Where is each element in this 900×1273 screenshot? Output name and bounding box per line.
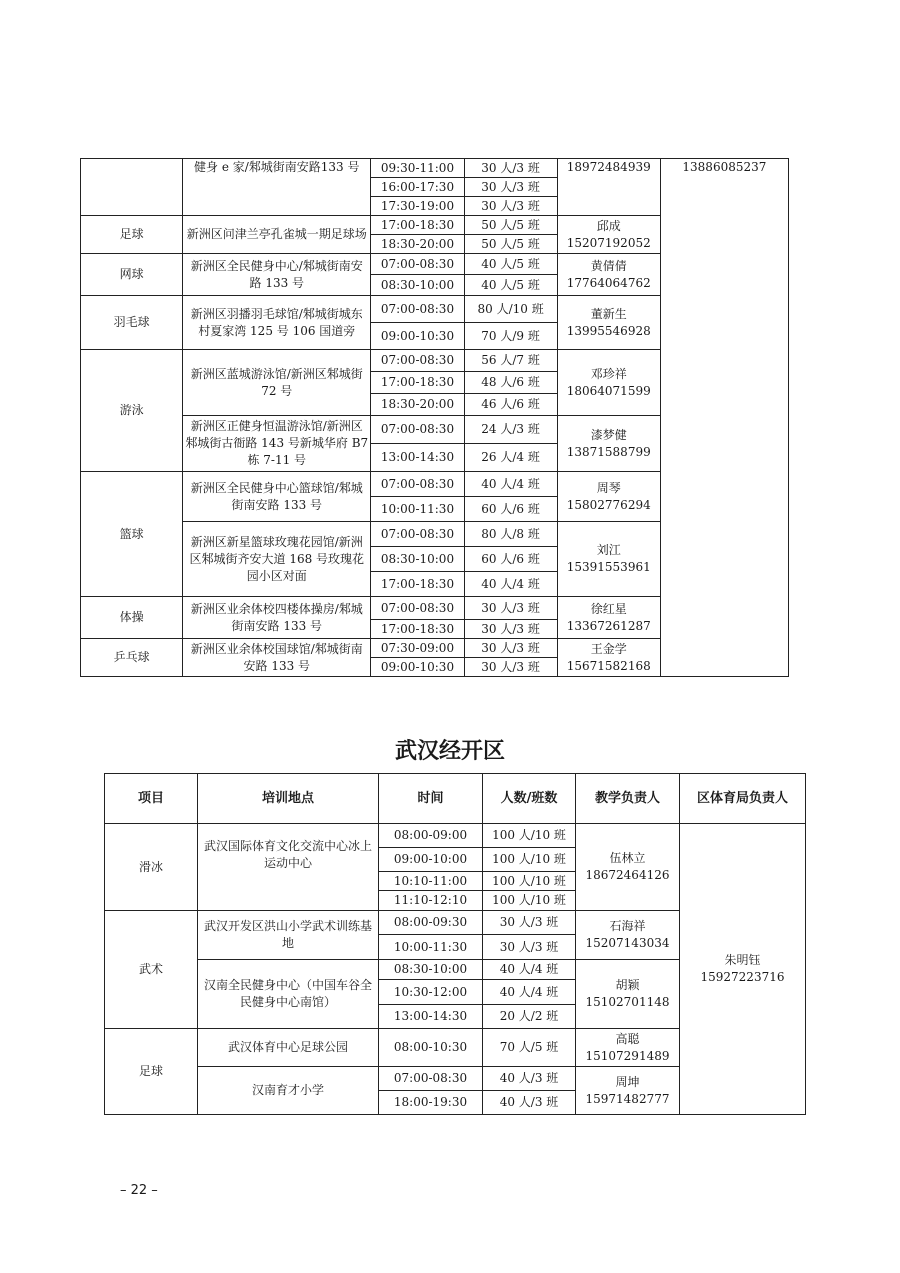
location-cell: 武汉体育中心足球公园 <box>198 1029 379 1067</box>
time-cell: 13:00-14:30 <box>371 444 464 472</box>
teacher-phone: 15671582168 <box>566 658 651 673</box>
bureau-cell <box>660 159 788 677</box>
time-cell: 07:00-08:30 <box>371 522 464 547</box>
time-cell: 07:00-08:30 <box>371 597 464 620</box>
bureau-name: 朱明钰 <box>724 953 761 967</box>
teacher-cell <box>557 639 660 677</box>
capacity-cell: 56 人/7 班 <box>464 350 557 372</box>
teacher-phone: 15971482777 <box>585 1091 670 1106</box>
time-cell: 07:00-08:30 <box>371 254 464 275</box>
capacity-cell: 100 人/10 班 <box>483 824 576 848</box>
teacher-name: 伍林立 <box>609 851 646 865</box>
teacher-phone: 15207143034 <box>585 936 670 950</box>
teacher-phone: 13871588799 <box>566 444 651 459</box>
teacher-phone: 13995546928 <box>566 323 651 338</box>
teacher-name: 邓珍祥 <box>590 366 627 381</box>
time-cell: 07:00-08:30 <box>371 296 464 323</box>
teacher-cell <box>557 216 660 254</box>
header-teacher: 教学负责人 <box>576 774 680 824</box>
time-cell: 13:00-14:30 <box>379 1005 483 1029</box>
location-cell: 新洲区业余体校四楼体操房/邾城街南安路 133 号 <box>183 597 371 639</box>
project-cell: 体操 <box>81 597 183 639</box>
location-cell: 新洲区问津兰亭孔雀城一期足球场 <box>183 216 371 254</box>
teacher-cell <box>557 522 660 597</box>
header-capacity: 人数/班数 <box>483 774 576 824</box>
teacher-name: 王金学 <box>590 641 627 656</box>
location-cell: 新洲区全民健身中心篮球馆/邾城街南安路 133 号 <box>183 472 371 522</box>
teacher-cell <box>557 159 660 216</box>
page-number: – 22 – <box>120 1183 158 1198</box>
time-cell: 09:00-10:00 <box>379 848 483 872</box>
capacity-cell: 48 人/6 班 <box>464 372 557 394</box>
time-cell: 18:00-19:30 <box>379 1091 483 1115</box>
capacity-cell: 80 人/8 班 <box>464 522 557 547</box>
capacity-cell: 100 人/10 班 <box>483 848 576 872</box>
capacity-cell: 50 人/5 班 <box>464 235 557 254</box>
capacity-cell: 40 人/3 班 <box>483 1067 576 1091</box>
teacher-cell <box>557 254 660 296</box>
location-cell: 武汉开发区洪山小学武术训练基地 <box>198 911 379 960</box>
teacher-phone: 15102701148 <box>585 995 670 1009</box>
capacity-cell: 30 人/3 班 <box>483 935 576 960</box>
teacher-phone: 17764064762 <box>566 275 651 290</box>
teacher-name: 刘江 <box>596 543 621 557</box>
teacher-cell <box>557 350 660 416</box>
capacity-cell: 50 人/5 班 <box>464 216 557 235</box>
project-cell: 武术 <box>105 911 198 1029</box>
location-cell: 武汉国际体育文化交流中心冰上运动中心 <box>198 824 379 911</box>
capacity-cell: 40 人/5 班 <box>464 275 557 296</box>
project-cell <box>81 159 183 216</box>
capacity-cell: 80 人/10 班 <box>464 296 557 323</box>
teacher-cell <box>576 1029 680 1067</box>
project-cell: 乒乓球 <box>81 639 183 677</box>
capacity-cell: 70 人/5 班 <box>483 1029 576 1067</box>
time-cell: 08:00-09:00 <box>379 824 483 848</box>
project-cell: 足球 <box>81 216 183 254</box>
project-cell: 羽毛球 <box>81 296 183 350</box>
teacher-phone: 18064071599 <box>566 383 651 398</box>
capacity-cell: 30 人/3 班 <box>464 658 557 677</box>
capacity-cell: 60 人/6 班 <box>464 497 557 522</box>
capacity-cell: 40 人/4 班 <box>483 980 576 1005</box>
time-cell: 08:30-10:00 <box>371 275 464 296</box>
time-cell: 07:00-08:30 <box>371 416 464 444</box>
teacher-cell <box>557 472 660 522</box>
capacity-cell: 30 人/3 班 <box>464 197 557 216</box>
time-cell: 18:30-20:00 <box>371 235 464 254</box>
time-cell: 08:30-10:00 <box>371 547 464 572</box>
time-cell: 10:00-11:30 <box>371 497 464 522</box>
teacher-phone: 15802776294 <box>566 497 651 512</box>
capacity-cell: 24 人/3 班 <box>464 416 557 444</box>
teacher-cell <box>576 960 680 1029</box>
time-cell: 08:30-10:00 <box>379 960 483 980</box>
capacity-cell: 30 人/3 班 <box>464 620 557 639</box>
time-cell: 07:00-08:30 <box>371 472 464 497</box>
time-cell: 17:00-18:30 <box>371 372 464 394</box>
capacity-cell: 26 人/4 班 <box>464 444 557 472</box>
capacity-cell: 40 人/4 班 <box>464 572 557 597</box>
teacher-name: 胡颖 <box>615 978 640 992</box>
xinzhou-training-table <box>80 158 789 677</box>
time-cell: 09:00-10:30 <box>371 658 464 677</box>
time-cell: 11:10-12:10 <box>379 891 483 911</box>
time-cell: 17:30-19:00 <box>371 197 464 216</box>
project-cell: 篮球 <box>81 472 183 597</box>
teacher-name: 徐红星 <box>590 601 627 616</box>
location-cell: 新洲区新星篮球玫瑰花园馆/新洲区邾城街齐安大道 168 号玫瑰花园小区对面 <box>183 522 371 597</box>
time-cell: 17:00-18:30 <box>371 216 464 235</box>
teacher-phone: 15107291489 <box>585 1048 670 1063</box>
time-cell: 09:30-11:00 <box>371 159 464 178</box>
teacher-name: 漆梦健 <box>590 427 627 442</box>
teacher-phone: 18672464126 <box>585 868 670 882</box>
capacity-cell: 100 人/10 班 <box>483 891 576 911</box>
teacher-phone: 18972484939 <box>566 160 651 174</box>
header-time: 时间 <box>379 774 483 824</box>
section-title: 武汉经开区 <box>394 739 505 764</box>
location-cell: 新洲区全民健身中心/邾城街南安路 133 号 <box>183 254 371 296</box>
time-cell: 08:00-09:30 <box>379 911 483 935</box>
teacher-cell <box>557 597 660 639</box>
capacity-cell: 40 人/3 班 <box>483 1091 576 1115</box>
time-cell: 17:00-18:30 <box>371 620 464 639</box>
teacher-phone: 15207192052 <box>566 235 651 250</box>
capacity-cell: 30 人/3 班 <box>464 639 557 658</box>
teacher-name: 周坤 <box>615 1074 640 1089</box>
time-cell: 07:30-09:00 <box>371 639 464 658</box>
time-cell: 07:00-08:30 <box>371 350 464 372</box>
teacher-cell <box>576 824 680 911</box>
location-cell: 新洲区蓝城游泳馆/新洲区邾城街 72 号 <box>183 350 371 416</box>
location-cell: 新洲区业余体校国球馆/邾城街南安路 133 号 <box>183 639 371 677</box>
location-cell: 新洲区羽播羽毛球馆/邾城街城东村夏家湾 125 号 106 国道旁 <box>183 296 371 350</box>
capacity-cell: 46 人/6 班 <box>464 394 557 416</box>
capacity-cell: 30 人/3 班 <box>464 159 557 178</box>
time-cell: 18:30-20:00 <box>371 394 464 416</box>
capacity-cell: 20 人/2 班 <box>483 1005 576 1029</box>
time-cell: 17:00-18:30 <box>371 572 464 597</box>
teacher-phone: 13367261287 <box>566 618 651 633</box>
jingkai-training-table <box>104 773 806 1115</box>
location-cell: 汉南育才小学 <box>198 1067 379 1115</box>
time-cell: 08:00-10:30 <box>379 1029 483 1067</box>
time-cell: 10:30-12:00 <box>379 980 483 1005</box>
capacity-cell: 40 人/5 班 <box>464 254 557 275</box>
capacity-cell: 30 人/3 班 <box>483 911 576 935</box>
teacher-name: 周琴 <box>596 480 621 495</box>
teacher-cell <box>576 911 680 960</box>
teacher-cell <box>576 1067 680 1115</box>
time-cell: 16:00-17:30 <box>371 178 464 197</box>
teacher-name: 黄倩倩 <box>590 258 627 273</box>
location-cell: 健身 e 家/邾城街南安路133 号 <box>183 159 371 216</box>
capacity-cell: 70 人/9 班 <box>464 323 557 350</box>
location-cell: 汉南全民健身中心（中国车谷全民健身中心南馆） <box>198 960 379 1029</box>
teacher-name: 石海祥 <box>609 919 646 933</box>
teacher-name: 董新生 <box>590 306 627 321</box>
project-cell: 足球 <box>105 1029 198 1115</box>
bureau-cell <box>680 824 806 1115</box>
teacher-name: 邱成 <box>596 218 621 233</box>
header-bureau: 区体育局负责人 <box>680 774 806 824</box>
project-cell: 网球 <box>81 254 183 296</box>
project-cell: 游泳 <box>81 350 183 472</box>
capacity-cell: 30 人/3 班 <box>464 597 557 620</box>
capacity-cell: 40 人/4 班 <box>483 960 576 980</box>
capacity-cell: 60 人/6 班 <box>464 547 557 572</box>
time-cell: 10:10-11:00 <box>379 872 483 891</box>
header-project: 项目 <box>105 774 198 824</box>
time-cell: 07:00-08:30 <box>379 1067 483 1091</box>
teacher-cell <box>557 296 660 350</box>
bureau-phone: 15927223716 <box>700 970 785 984</box>
teacher-cell <box>557 416 660 472</box>
location-cell: 新洲区正健身恒温游泳馆/新洲区邾城街古衙路 143 号新城华府 B7 栋 7-11 号 <box>183 416 371 472</box>
capacity-cell: 40 人/4 班 <box>464 472 557 497</box>
bureau-phone: 13886085237 <box>682 160 767 174</box>
capacity-cell: 30 人/3 班 <box>464 178 557 197</box>
capacity-cell: 100 人/10 班 <box>483 872 576 891</box>
header-location: 培训地点 <box>198 774 379 824</box>
teacher-name: 高聪 <box>615 1031 640 1046</box>
project-cell: 滑冰 <box>105 824 198 911</box>
teacher-phone: 15391553961 <box>566 560 651 574</box>
time-cell: 10:00-11:30 <box>379 935 483 960</box>
time-cell: 09:00-10:30 <box>371 323 464 350</box>
